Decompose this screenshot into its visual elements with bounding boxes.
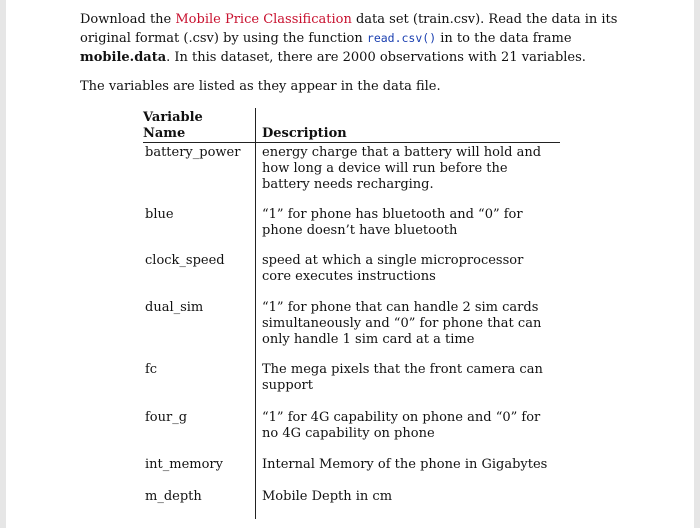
left-frame-border <box>0 0 6 528</box>
variable-name: m_depth <box>145 489 202 504</box>
variable-name: blue <box>145 207 174 222</box>
variables-table <box>143 108 560 519</box>
table-row <box>143 300 560 362</box>
variable-name: battery_power <box>145 145 241 160</box>
table-row <box>143 253 560 300</box>
header-description: Description <box>256 108 561 143</box>
document-page <box>80 10 620 96</box>
table-row <box>143 457 560 489</box>
table-header-row <box>143 108 560 143</box>
variable-description: “1” for 4G capability on phone and “0” for no 4G capability on phone <box>256 410 561 457</box>
data-frame-name: mobile.data <box>80 50 167 65</box>
intro-paragraph: Download the Mobile Price Classification data set (train.csv). Read the data in its original format (.csv) by using the function read.csv() in to the data frame mobile.data. In this dataset, there are 2000 observations with 21 variables. <box>80 12 618 65</box>
variable-description: The mega pixels that the front camera can support <box>256 362 561 410</box>
table-row <box>143 362 560 410</box>
variable-name: int_memory <box>145 457 223 472</box>
variable-description: Internal Memory of the phone in Gigabytes <box>256 457 561 489</box>
table-row <box>143 207 560 253</box>
dataset-link[interactable]: Mobile Price Classification <box>175 12 352 27</box>
variable-description: speed at which a single microprocessor core executes instructions <box>256 253 561 300</box>
table-row <box>143 410 560 457</box>
table-row <box>143 489 560 519</box>
variable-name: dual_sim <box>145 300 204 315</box>
table-row <box>143 143 560 208</box>
variable-name: fc <box>145 362 158 377</box>
variable-description: “1” for phone has bluetooth and “0” for phone doesn’t have bluetooth <box>256 207 561 253</box>
variable-name: four_g <box>145 410 188 425</box>
variable-name: clock_speed <box>145 253 225 268</box>
variable-description: Mobile Depth in cm <box>256 489 561 519</box>
variable-description: “1” for phone that can handle 2 sim cards simultaneously and “0” for phone that can only handle 1 sim card at a time <box>256 300 561 362</box>
variables-intro-text: The variables are listed as they appear in the data file. <box>80 79 441 94</box>
function-code: read.csv() <box>366 31 437 45</box>
variable-description: energy charge that a battery will hold and how long a device will run before the battery needs recharging. <box>256 143 561 208</box>
right-frame-border <box>694 0 700 528</box>
header-variable-name: Variable Name <box>143 110 203 141</box>
